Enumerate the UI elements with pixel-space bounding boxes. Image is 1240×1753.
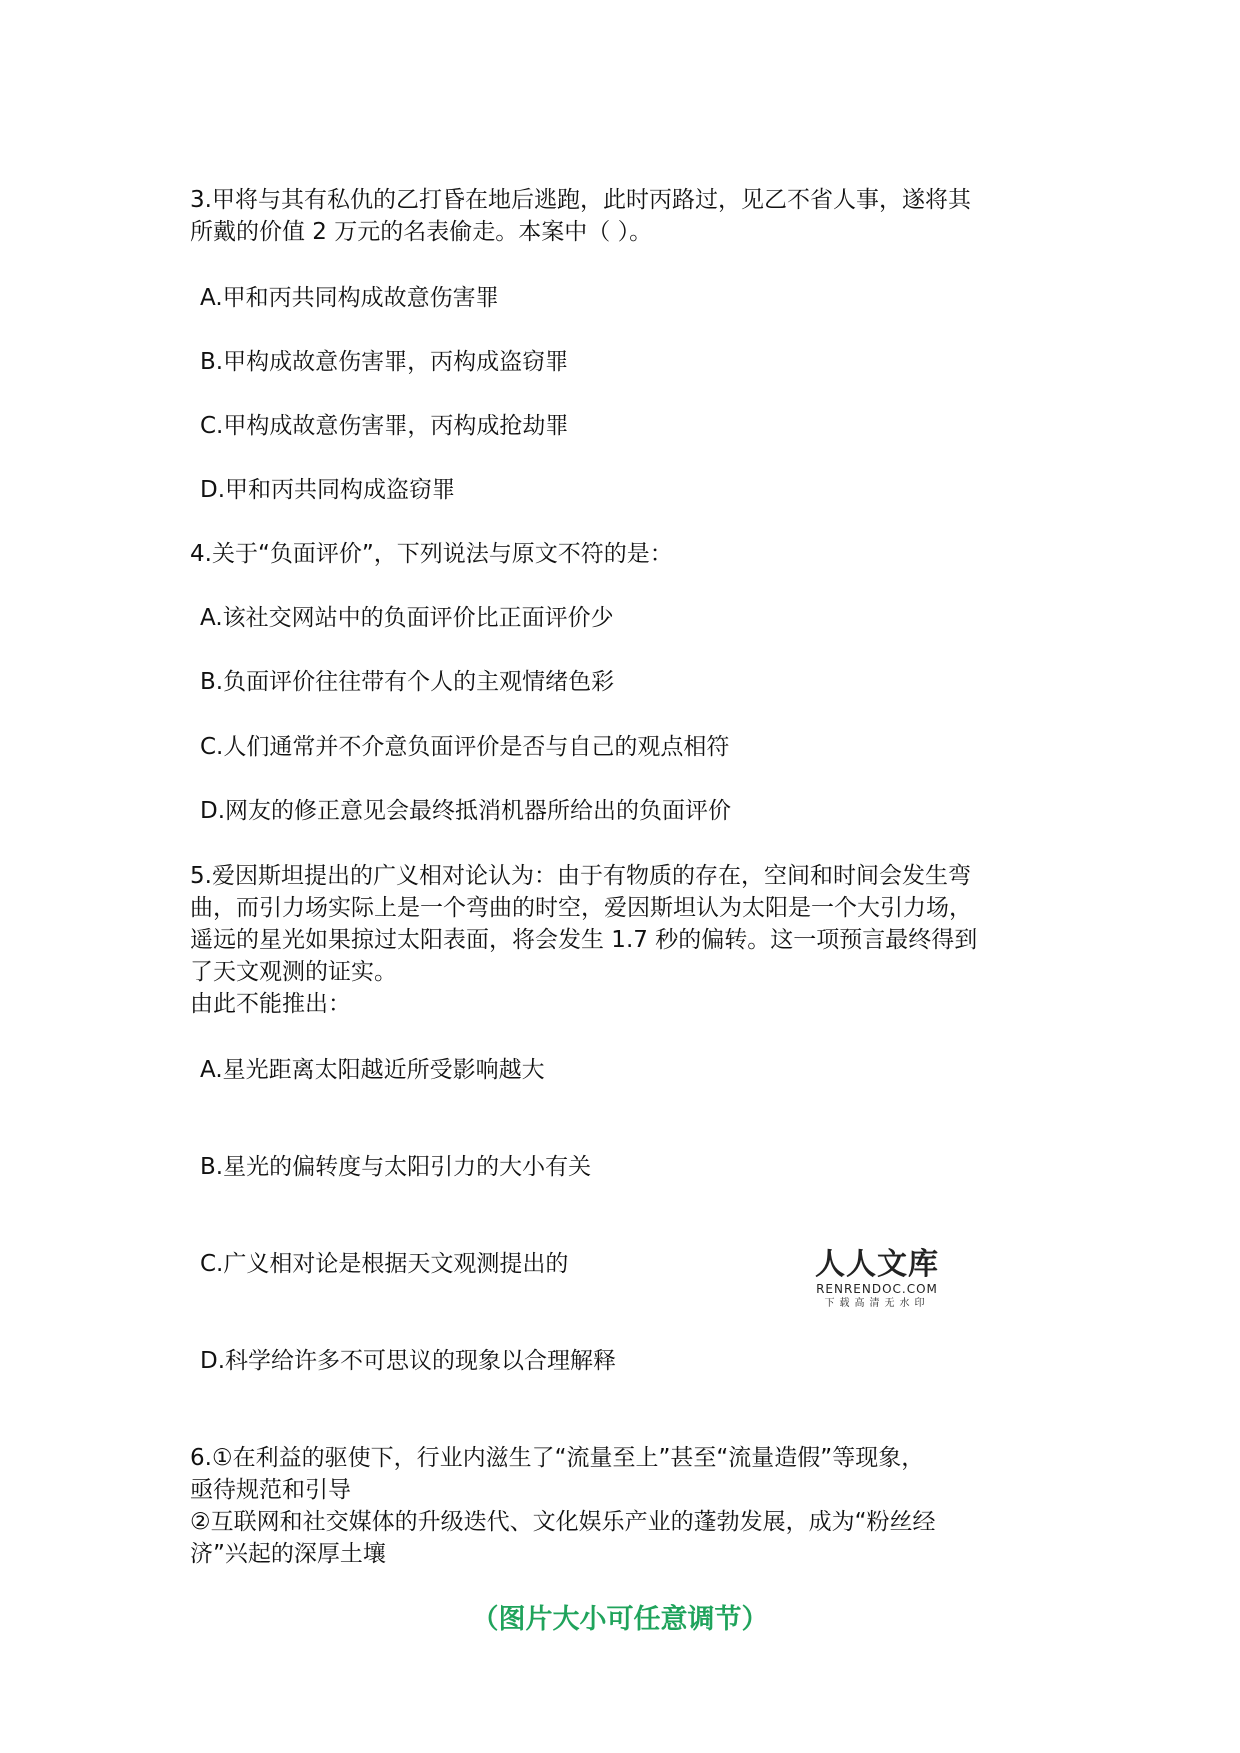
question-3-line-2: 所戴的价值 2 万元的名表偷走。本案中（ ）。	[190, 219, 653, 245]
image-resize-note: （图片大小可任意调节）	[471, 1604, 769, 1635]
question-6-line-4: 济”兴起的深厚土壤	[190, 1541, 386, 1567]
question-5-option-c: C.广义相对论是根据天文观测提出的	[200, 1251, 569, 1277]
question-5-line-2: 曲，而引力场实际上是一个弯曲的时空，爱因斯坦认为太阳是一个大引力场，	[190, 895, 972, 921]
question-5-option-b: B.星光的偏转度与太阳引力的大小有关	[200, 1154, 592, 1180]
question-5-option-d: D.科学给许多不可思议的现象以合理解释	[200, 1348, 617, 1374]
question-5-option-a: A.星光距离太阳越近所受影响越大	[200, 1057, 545, 1083]
watermark-title: 人人文库	[815, 1247, 939, 1282]
question-3-line-1: 3.甲将与其有私仇的乙打昏在地后逃跑，此时丙路过，见乙不省人事，遂将其	[190, 187, 971, 213]
question-5-stem	[190, 860, 977, 1020]
question-6-line-2: 亟待规范和引导	[190, 1477, 351, 1503]
question-4-option-a: A.该社交网站中的负面评价比正面评价少	[200, 605, 614, 631]
question-4-line-1: 4.关于“负面评价”，下列说法与原文不符的是：	[190, 541, 673, 567]
question-5-line-3: 遥远的星光如果掠过太阳表面，将会发生 1.7 秒的偏转。这一项预言最终得到	[190, 927, 978, 953]
question-3-option-a: A.甲和丙共同构成故意伤害罪	[200, 285, 499, 311]
question-6-line-3: ②互联网和社交媒体的升级迭代、文化娱乐产业的蓬勃发展，成为“粉丝经	[190, 1509, 936, 1535]
question-4-option-d: D.网友的修正意见会最终抵消机器所给出的负面评价	[200, 798, 732, 824]
question-4-option-c: C.人们通常并不介意负面评价是否与自己的观点相符	[200, 734, 730, 760]
question-3-stem	[190, 184, 971, 248]
question-6-line-1: 6.①在利益的驱使下，行业内滋生了“流量至上”甚至“流量造假”等现象，	[190, 1445, 925, 1471]
question-4-stem	[190, 538, 673, 570]
question-5-line-5: 由此不能推出：	[190, 991, 351, 1017]
watermark-subtitle: 下载高清无水印	[824, 1298, 930, 1309]
question-5-line-4: 了天文观测的证实。	[190, 959, 397, 985]
question-3-option-b: B.甲构成故意伤害罪，丙构成盗窃罪	[200, 349, 569, 375]
question-5-line-1: 5.爱因斯坦提出的广义相对论认为：由于有物质的存在，空间和时间会发生弯	[190, 863, 971, 889]
question-6-stem	[190, 1442, 936, 1570]
question-3-option-c: C.甲构成故意伤害罪，丙构成抢劫罪	[200, 413, 569, 439]
question-3-option-d: D.甲和丙共同构成盗窃罪	[200, 477, 456, 503]
renrendoc-watermark-logo	[812, 1248, 942, 1310]
watermark-domain: RENRENDOC.COM	[816, 1282, 938, 1296]
question-4-option-b: B.负面评价往往带有个人的主观情绪色彩	[200, 669, 615, 695]
